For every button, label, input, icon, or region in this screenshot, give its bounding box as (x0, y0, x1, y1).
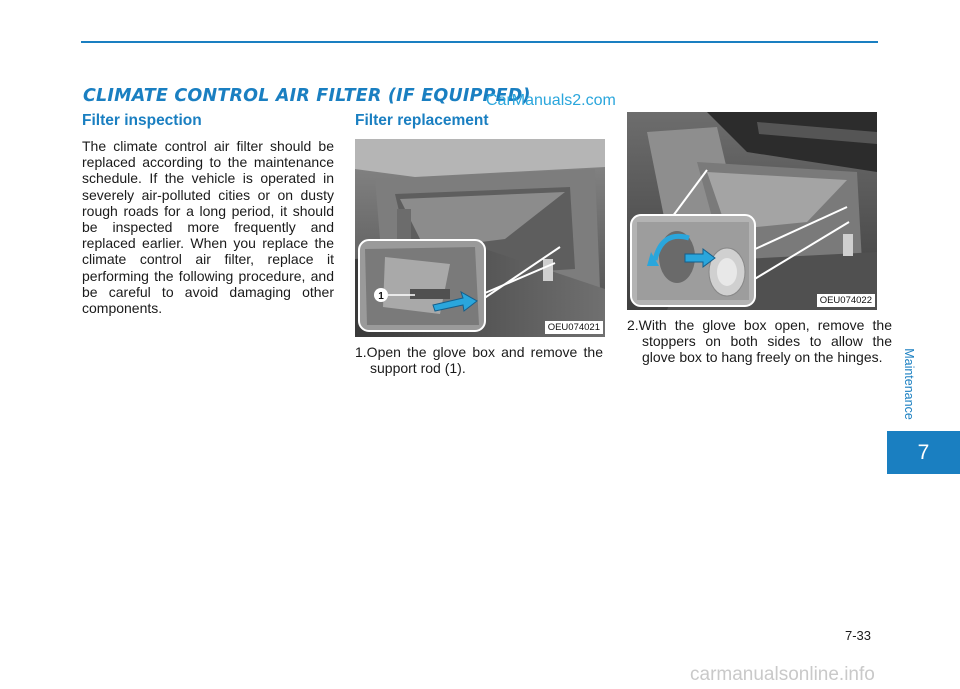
chapter-tab: 7 (887, 431, 960, 474)
filter-replacement-heading: Filter replacement (355, 112, 489, 129)
page-number: 7-33 (845, 628, 872, 643)
watermark-top[interactable]: CarManuals2.com (486, 92, 616, 109)
filter-inspection-heading: Filter inspection (82, 112, 202, 129)
watermark-bottom[interactable]: carmanualsonline.info (690, 664, 875, 685)
step-1: 1.Open the glove box and remove the support rod (1). (355, 344, 603, 377)
glove-box-illustration-1 (355, 139, 605, 337)
chapter-side-label (898, 340, 920, 428)
figure-glove-box-support-rod (355, 139, 605, 337)
figure-code-1: OEU074021 (545, 321, 603, 334)
figure-code-2: OEU074022 (817, 294, 875, 307)
callout-label: 1 (378, 291, 384, 302)
filter-inspection-body: The climate control air filter should be replaced according to the maintenance schedule. If the vehicle is operated in severely air-polluted cities or on dusty rough roads for a long period, it should be inspected more frequently and replaced earlier. When you replace the climate control air filter, replace it performing the following procedure, and be careful to avoid damaging other components. (82, 138, 334, 317)
figure-glove-box-stoppers (627, 112, 877, 310)
top-rule (81, 41, 878, 43)
chapter-side-label-text: Maintenance (902, 348, 917, 420)
step-2: 2.With the glove box open, remove the stoppers on both sides to allow the glove box to hang freely on the hinges. (627, 317, 892, 366)
glove-box-illustration-2 (627, 112, 877, 310)
section-title: CLIMATE CONTROL AIR FILTER (IF EQUIPPED) (83, 86, 531, 106)
